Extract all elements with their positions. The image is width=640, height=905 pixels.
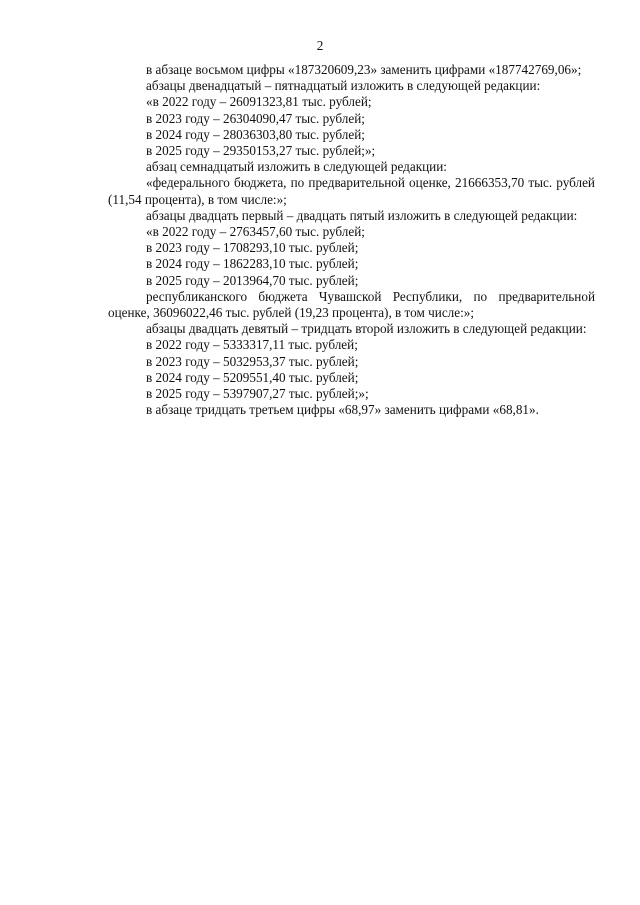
page-number: 2 (316, 38, 324, 53)
paragraph: «в 2022 году – 2763457,60 тыс. рублей; (146, 224, 365, 240)
paragraph: абзацы двенадцатый – пятнадцатый изложить в следующей редакции: (146, 78, 541, 94)
document-body (108, 62, 595, 418)
paragraph: в абзаце тридцать третьем цифры «68,97» заменить цифрами «68,81». (146, 402, 539, 418)
paragraph: в 2023 году – 26304090,47 тыс. рублей; (146, 110, 365, 126)
paragraph: в 2024 году – 5209551,40 тыс. рублей; (146, 369, 359, 385)
paragraph: в 2025 году – 5397907,27 тыс. рублей;»; (146, 386, 369, 402)
paragraph: абзацы двадцать девятый – тридцать второй изложить в следующей редакции: (146, 321, 587, 337)
paragraph: в 2024 году – 1862283,10 тыс. рублей; (146, 256, 359, 272)
paragraph: в 2022 году – 5333317,11 тыс. рублей; (146, 337, 358, 353)
paragraph: абзац семнадцатый изложить в следующей редакции: (146, 159, 447, 175)
paragraph: в 2025 году – 2013964,70 тыс. рублей; (146, 272, 359, 288)
paragraph: абзацы двадцать первый – двадцать пятый изложить в следующей редакции: (146, 207, 578, 223)
paragraph: в 2024 году – 28036303,80 тыс. рублей; (146, 126, 365, 142)
paragraph: в 2023 году – 5032953,37 тыс. рублей; (146, 353, 359, 369)
paragraph: в абзаце восьмом цифры «187320609,23» заменить цифрами «187742769,06»; (146, 62, 582, 77)
paragraph: республиканского бюджета Чувашской Республики, по предварительной оценке, 36096022,46 тыс. рублей (19,23 процента), в том числе:»; (108, 288, 595, 321)
paragraph: в 2025 году – 29350153,27 тыс. рублей;»; (146, 143, 376, 159)
paragraph: в 2023 году – 1708293,10 тыс. рублей; (146, 240, 359, 256)
paragraph: «федерального бюджета, по предварительной оценке, 21666353,70 тыс. рублей (11,54 процента), в том числе:»; (108, 175, 595, 207)
paragraph: «в 2022 году – 26091323,81 тыс. рублей; (146, 94, 372, 110)
